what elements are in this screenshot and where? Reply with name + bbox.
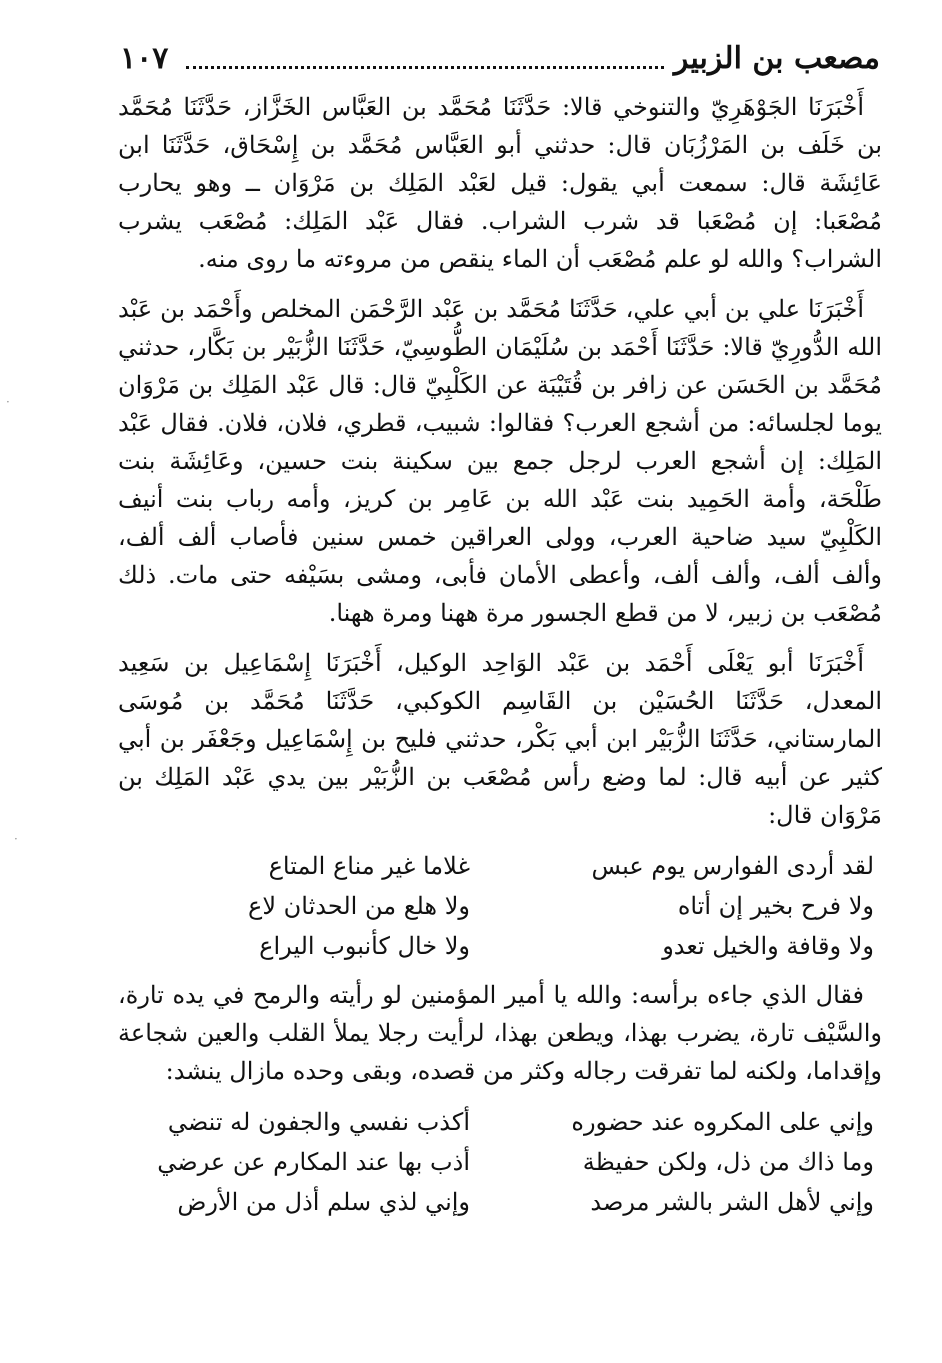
poem-1-line-3-second-hemistich: ولا خال كأنبوب اليراع [259,932,470,960]
running-header [120,30,880,86]
poem-1 [118,846,882,966]
running-title: مصعب بن الزبير [673,40,880,76]
scan-margin-speck: · [14,832,18,846]
poem-1-line-3-first-hemistich: ولا وقافة والخيل تعدو [662,932,874,960]
poem-2 [118,1102,882,1222]
page-number: ١٠٧ [120,40,169,76]
dotted-leader [186,48,664,69]
poem-1-line-1-first-hemistich: لقد أردى الفوارس يوم عبس [591,852,874,880]
poem-2-line-3-first-hemistich: وإني لأهل الشر بالشر مرصد [590,1188,874,1216]
poem-1-line-2-first-hemistich: ولا فرح بخير إن أتاه [677,892,874,920]
poem-2-line-1-first-hemistich: وإني على المكروه عند حضوره [571,1108,874,1136]
poem-2-line-1-second-hemistich: أكذب نفسي والجفون له تنضي [167,1108,470,1136]
page-body [118,88,882,1232]
poem-2-line-2-second-hemistich: أذب بها عند المكارم عن عرضي [157,1148,470,1176]
paragraph-4: فقال الذي جاءه برأسه: والله يا أمير المؤمنين لو رأيته والرمح في يده تارة، والسَّيْف تارة، يضرب بهذا، ويطعن بهذا، لرأيت رجلا يملأ القلب والعين شجاعة وإقداما، ولكنه لما تفرقت رجاله وكثر من قصده، وبقى وحده مازال ينشد: [118,981,882,1085]
scan-margin-speck: · [6,395,10,409]
poem-1-line-2-second-hemistich: ولا هلع من الحدثان لاع [248,892,470,920]
paragraph-2: أَخْبَرَنَا علي بن أبي علي، حَدَّثَنَا مُحَمَّد بن عَبْد الرَّحْمَن المخلص وأَحْمَد بن عَبْد الله الدُّورِيّ قالا: حَدَّثَنَا أَحْمَد بن سُلَيْمَان الطُّوسِيّ، حَدَّثَنَا الزُّبَيْر بن بَكَّار، حدثني مُحَمَّد بن الحَسَن عن زافر بن قُتَيْبَة عن الكَلْبِيّ قال: قال عَبْد المَلِك بن مَرْوَان يوما لجلسائه: من أشجع العرب؟ فقالوا: شبيب، قطري، فلان، فلان. فقال عَبْد المَلِك: إن أشجع العرب لرجل جمع بين سكينة بنت حسين، وعَائِشَة بنت طَلْحَة، وأمة الحَمِيد بنت عَبْد الله بن عَامِر بن كريز، وأمه رباب بنت أنيف الكَلْبِيّ سيد ضاحية العرب، وولى العراقين خمس سنين فأصاب ألف ألف، وألف ألف، وألف ألف، وأعطى الأمان فأبى، ومشى بسَيْفه حتى مات. ذلك مُصْعَب بن زبير، لا من قطع الجسور مرة ههنا ومرة ههنا. [118,295,882,627]
poem-2-line-3-second-hemistich: وإني لذي سلم أذل من الأرض [177,1188,470,1216]
paragraph-1: أَخْبَرَنَا الجَوْهَرِيّ والتنوخي قالا: حَدَّثَنَا مُحَمَّد بن العَبَّاس الخَزَّاز، حَدَّثَنَا مُحَمَّد بن خَلَف بن المَرْزُبَان قال: حدثني أبو العَبَّاس مُحَمَّد بن إِسْحَاق، حَدَّثَنَا ابن عَائِشَة قال: سمعت أبي يقول: قيل لعَبْد المَلِك بن مَرْوَان ــ وهو يحارب مُصْعَبا: إن مُصْعَبا قد شرب الشراب. فقال عَبْد المَلِك: مُصْعَب يشرب الشراب؟ والله لو علم مُصْعَب أن الماء ينقص من مروءته ما روى منه. [118,93,882,273]
paragraph-3: أَخْبَرَنَا أبو يَعْلَى أَحْمَد بن عَبْد الوَاحِد الوكيل، أَخْبَرَنَا إِسْمَاعِيل بن سَعِيد المعدل، حَدَّثَنَا الحُسَيْن بن القَاسِم الكوكبي، حَدَّثَنَا مُحَمَّد بن مُوسَى المارستاني، حَدَّثَنَا الزُّبَيْر ابن أبي بَكْر، حدثني فليح بن إِسْمَاعِيل وجَعْفَر بن أبي كثير عن أبيه قال: لما وضع رأس مُصْعَب بن الزُّبَيْر بين يدي عَبْد المَلِك بن مَرْوَان قال: [118,649,882,829]
poem-2-line-2-first-hemistich: وما ذاك من ذل، ولكن حفيظة [582,1148,874,1176]
poem-1-line-1-second-hemistich: غلاما غير مناع المتاع [268,852,470,880]
